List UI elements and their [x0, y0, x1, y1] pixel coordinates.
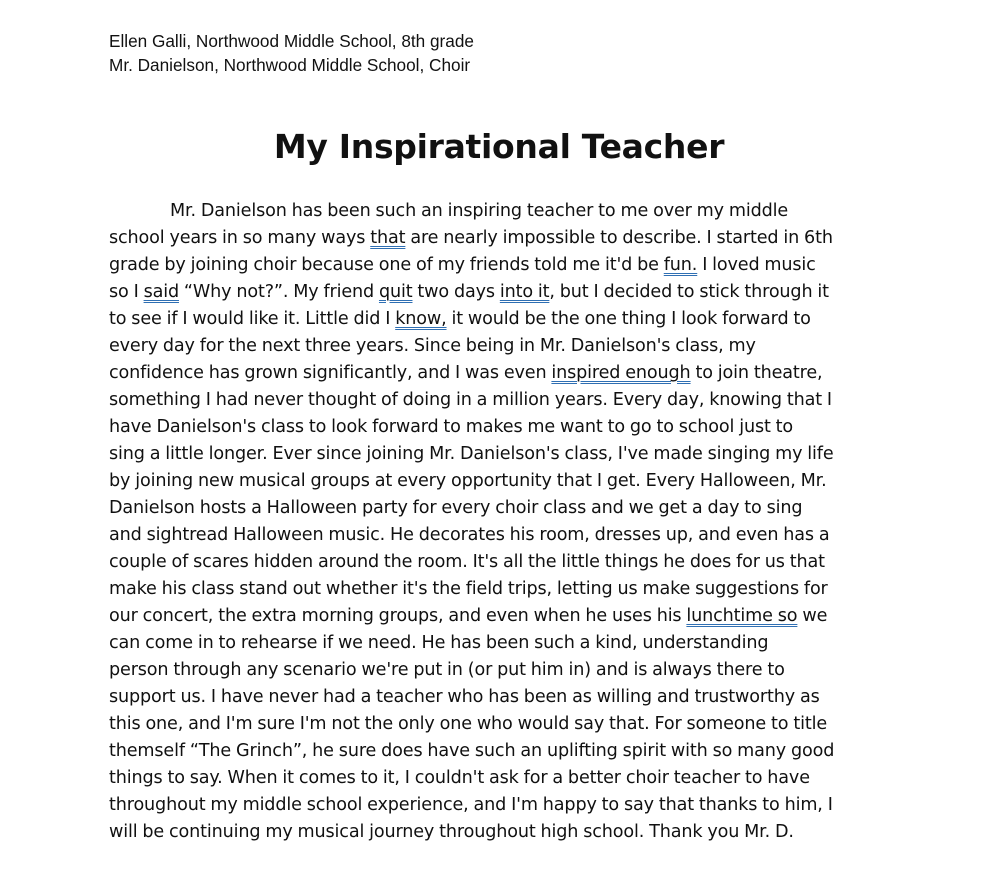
essay-line [109, 414, 894, 441]
essay-line [109, 630, 894, 657]
teacher-line: Mr. Danielson, Northwood Middle School, Choir [109, 54, 471, 75]
essay-line [109, 441, 894, 468]
essay-line [109, 765, 894, 792]
essay-line [109, 495, 894, 522]
essay-text: to join theatre, [690, 363, 823, 383]
grammar-suggestion-mark[interactable]: quit [378, 282, 413, 302]
essay-line [109, 684, 894, 711]
essay-line [109, 279, 894, 306]
essay-text: are nearly impossible to describe. I started in 6th [405, 228, 833, 248]
essay-text: so I [109, 282, 144, 302]
essay-line [109, 198, 894, 225]
essay-text: to see if I would like it. Little did I [109, 309, 396, 329]
essay-text: every day for the next three years. Since being in Mr. Danielson's class, my [109, 336, 756, 356]
essay-text: Danielson hosts a Halloween party for every choir class and we get a day to sing [109, 498, 803, 518]
grammar-suggestion-mark[interactable]: fun. [663, 255, 698, 275]
essay-text: , but I decided to stick through it [549, 282, 829, 302]
grammar-suggestion-mark[interactable]: lunchtime so [686, 606, 798, 626]
document-page [109, 30, 894, 842]
essay-text: Mr. Danielson has been such an inspiring teacher to me over my middle [170, 201, 789, 221]
essay-line [109, 522, 894, 549]
essay-body [109, 198, 894, 846]
essay-line [109, 738, 894, 765]
essay-line [109, 792, 894, 819]
essay-text: I loved music [697, 255, 816, 275]
essay-text: this one, and I'm sure I'm not the only one who would say that. For someone to title [109, 714, 827, 734]
essay-text: throughout my middle school experience, and I'm happy to say that thanks to him, I [109, 795, 833, 815]
essay-line [109, 387, 894, 414]
author-line: Ellen Galli, Northwood Middle School, 8th grade [109, 31, 474, 51]
essay-line [109, 468, 894, 495]
essay-text: school years in so many ways [109, 228, 371, 248]
grammar-suggestion-mark[interactable]: said [143, 282, 179, 302]
essay-line [109, 603, 894, 630]
essay-text: two days [412, 282, 500, 302]
essay-text: have Danielson's class to look forward to makes me want to go to school just to [109, 417, 794, 437]
essay-text: by joining new musical groups at every opportunity that I get. Every Halloween, Mr. [109, 471, 827, 491]
essay-text: our concert, the extra morning groups, and even when he uses his [109, 606, 687, 626]
grammar-suggestion-mark[interactable]: inspired enough [551, 363, 691, 383]
essay-text: person through any scenario we're put in (or put him in) and is always there to [109, 660, 785, 680]
essay-line [109, 225, 894, 252]
essay-text: something I had never thought of doing in a million years. Every day, knowing that I [109, 390, 832, 410]
essay-line [109, 333, 894, 360]
essay-title: My Inspirational Teacher [273, 127, 725, 166]
essay-line [109, 306, 894, 333]
essay-line [109, 360, 894, 387]
essay-text: support us. I have never had a teacher who has been as willing and trustworthy as [109, 687, 820, 707]
essay-line [109, 252, 894, 279]
essay-line [109, 576, 894, 603]
essay-text: themself “The Grinch”, he sure does have such an uplifting spirit with so many good [109, 741, 835, 761]
essay-text: couple of scares hidden around the room. It's all the little things he does for us that [109, 552, 825, 572]
essay-text: will be continuing my musical journey throughout high school. Thank you Mr. D. [109, 822, 794, 842]
essay-text: sing a little longer. Ever since joining Mr. Danielson's class, I've made singing my life [109, 444, 834, 464]
essay-text: confidence has grown significantly, and I was even [109, 363, 552, 383]
essay-text: things to say. When it comes to it, I couldn't ask for a better choir teacher to have [109, 768, 810, 788]
essay-text: it would be the one thing I look forward to [446, 309, 811, 329]
essay-line [109, 711, 894, 738]
grammar-suggestion-mark[interactable]: into it [499, 282, 550, 302]
essay-line [109, 657, 894, 684]
essay-line [109, 819, 894, 846]
essay-text: make his class stand out whether it's the field trips, letting us make suggestions for [109, 579, 828, 599]
essay-text: can come in to rehearse if we need. He has been such a kind, understanding [109, 633, 769, 653]
grammar-suggestion-mark[interactable]: that [370, 228, 406, 248]
essay-text: “Why not?”. My friend [178, 282, 379, 302]
essay-line [109, 549, 894, 576]
grammar-suggestion-mark[interactable]: know, [395, 309, 447, 329]
essay-text: grade by joining choir because one of my friends told me it'd be [109, 255, 664, 275]
essay-text: and sightread Halloween music. He decorates his room, dresses up, and even has a [109, 525, 830, 545]
essay-text: we [797, 606, 828, 626]
